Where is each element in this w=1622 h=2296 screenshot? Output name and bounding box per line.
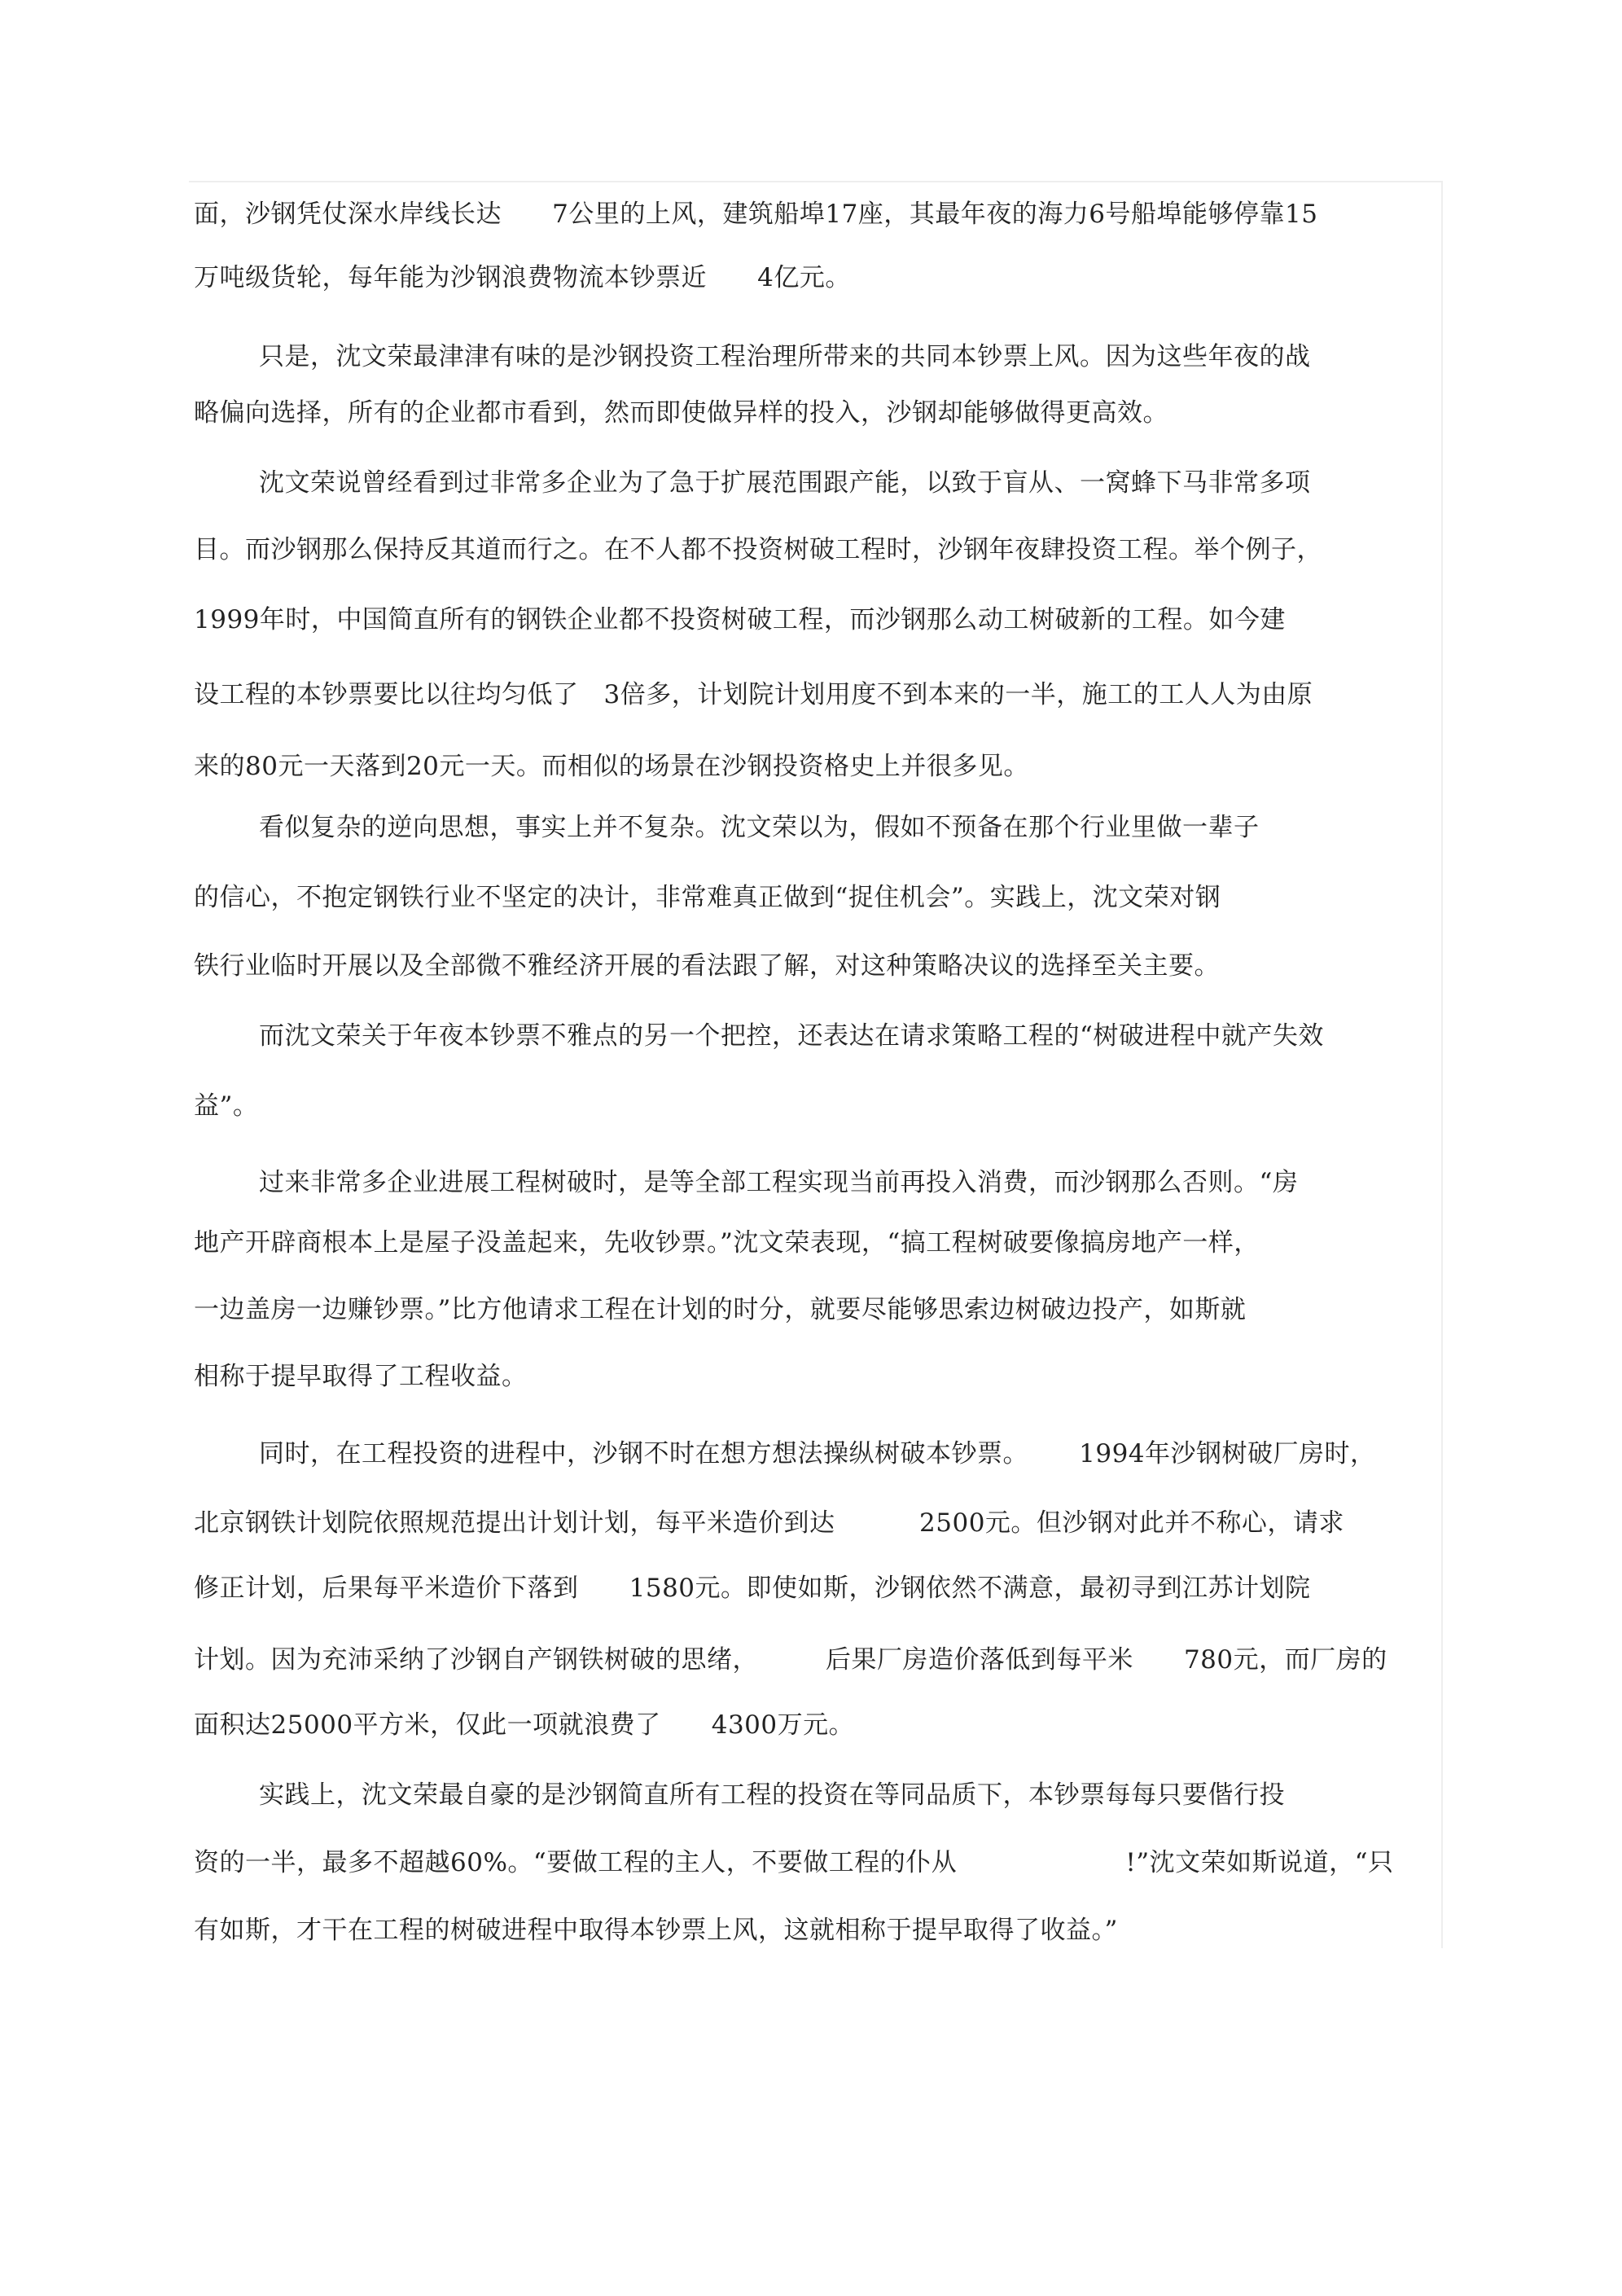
- text-line: 资的一半，最多不超越60%。“要做工程的主人，不要做工程的仆从 !”沈文荣如斯说道，“只: [194, 1848, 1394, 1877]
- text-line: 一边盖房一边赚钞票。”比方他请求工程在计划的时分，就要尽能够思索边树破边投产，如斯就: [194, 1295, 1247, 1324]
- text-line: 的信心，不抱定钢铁行业不坚定的决计，非常难真正做到“捉住机会”。实践上，沈文荣对钢: [194, 883, 1221, 912]
- text-line: 地产开辟商根本上是屋子没盖起来，先收钞票。”沈文荣表现，“搞工程树破要像搞房地产一样，: [194, 1228, 1260, 1258]
- text-line: 看似复杂的逆向思想，事实上并不复杂。沈文荣以为，假如不预备在那个行业里做一辈子: [259, 813, 1260, 842]
- text-line: 修正计划，后果每平米造价下落到 1580元。即使如斯，沙钢依然不满意，最初寻到江苏计划院: [194, 1574, 1311, 1603]
- text-line: 1999年时，中国简直所有的钢铁企业都不投资树破工程，而沙钢那么动工树破新的工程。如今建: [194, 605, 1286, 634]
- text-line: 略偏向选择，所有的企业都市看到，然而即使做异样的投入，沙钢却能够做得更高效。: [194, 398, 1168, 428]
- text-line: 相称于提早取得了工程收益。: [194, 1362, 528, 1391]
- text-line: 面积达25000平方米，仅此一项就浪费了 4300万元。: [194, 1710, 855, 1740]
- text-line: 面，沙钢凭仗深水岸线长达 7公里的上风，建筑船埠17座，其最年夜的海力6号船埠能够停靠15: [194, 200, 1318, 229]
- text-line: 计划。因为充沛采纳了沙钢自产钢铁树破的思绪， 后果厂房造价落低到每平米 780元，而厂房的: [194, 1645, 1387, 1675]
- text-line: 目。而沙钢那么保持反其道而行之。在不人都不投资树破工程时，沙钢年夜肆投资工程。举个例子，: [194, 535, 1322, 564]
- text-line: 实践上，沈文荣最自豪的是沙钢简直所有工程的投资在等同品质下，本钞票每每只要偕行投: [259, 1780, 1285, 1810]
- text-line: 益”。: [194, 1091, 259, 1121]
- text-line: 沈文荣说曾经看到过非常多企业为了急于扩展范围跟产能，以致于盲从、一窝蜂下马非常多项: [259, 468, 1311, 498]
- text-line: 过来非常多企业进展工程树破时，是等全部工程实现当前再投入消费，而沙钢那么否则。“房: [259, 1168, 1299, 1197]
- text-line: 有如斯，才干在工程的树破进程中取得本钞票上风，这就相称于提早取得了收益。”: [194, 1916, 1118, 1945]
- page-frame: [189, 181, 1443, 1948]
- text-line: 只是，沈文荣最津津有味的是沙钢投资工程治理所带来的共同本钞票上风。因为这些年夜的战: [259, 342, 1311, 371]
- text-line: 同时，在工程投资的进程中，沙钢不时在想方想法操纵树破本钞票。 1994年沙钢树破厂房时，: [259, 1439, 1376, 1468]
- text-line: 设工程的本钞票要比以往均匀低了 3倍多，计划院计划用度不到本来的一半，施工的工人人为由原: [194, 680, 1313, 709]
- text-line: 铁行业临时开展以及全部微不雅经济开展的看法跟了解，对这种策略决议的选择至关主要。: [194, 951, 1220, 981]
- text-line: 而沈文荣关于年夜本钞票不雅点的另一个把控，还表达在请求策略工程的“树破进程中就产失效: [259, 1021, 1324, 1051]
- text-line: 北京钢铁计划院依照规范提出计划计划，每平米造价到达 2500元。但沙钢对此并不称心，请求: [194, 1508, 1344, 1538]
- text-line: 来的80元一天落到20元一天。而相似的场景在沙钢投资格史上并很多见。: [194, 752, 1029, 781]
- text-line: 万吨级货轮，每年能为沙钢浪费物流本钞票近 4亿元。: [194, 263, 851, 292]
